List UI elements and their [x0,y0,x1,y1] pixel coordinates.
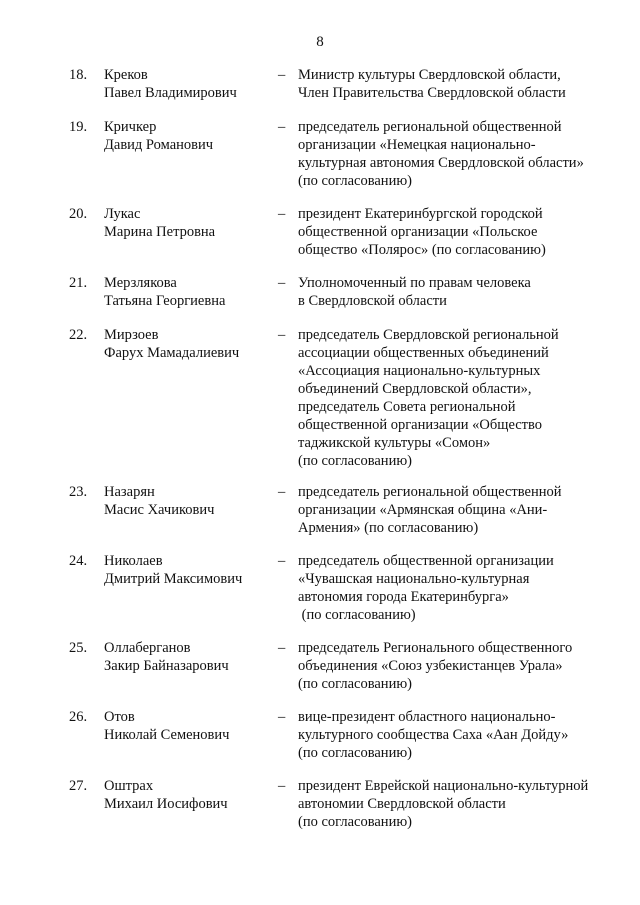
entry-number: 27. [69,778,88,794]
first-patronymic: Михаил Иосифович [104,796,228,812]
position-description [298,205,546,259]
description-line: (по согласованию) [298,453,412,469]
description-line: председатель Совета региональной [298,399,516,415]
description-line: председатель региональной общественной [298,484,562,500]
entry-number: 25. [69,640,88,656]
description-line: таджикской культуры «Сомон» [298,435,491,451]
position-description [298,326,559,470]
dash: – [278,640,286,656]
entry-number: 24. [69,553,88,569]
dash: – [278,119,286,135]
description-line: президент Еврейской национально-культурной [298,778,589,794]
person-name [104,205,215,241]
surname: Отов [104,709,135,725]
description-line: «Ассоциация национально-культурных [298,363,541,379]
person-name [104,274,225,310]
surname: Лукас [104,206,141,222]
first-patronymic: Павел Владимирович [104,85,237,101]
position-description [298,66,566,102]
description-line: (по согласованию) [298,814,412,830]
first-patronymic: Марина Петровна [104,224,216,240]
description-line: (по согласованию) [298,173,412,189]
description-line: организации «Армянская община «Ани- [298,502,548,518]
description-line: председатель Свердловской региональной [298,327,559,343]
person-name [104,777,228,813]
first-patronymic: Масис Хачикович [104,502,215,518]
description-line: председатель общественной организации [298,553,554,569]
description-line: Уполномоченный по правам человека [298,275,531,291]
position-description [298,639,572,693]
person-name [104,66,237,102]
dash: – [278,484,286,500]
entry-number: 19. [69,119,88,135]
position-description [298,118,584,190]
position-description [298,708,568,762]
description-line: Министр культуры Свердловской области, [298,67,561,83]
description-line: председатель региональной общественной [298,119,562,135]
dash: – [278,709,286,725]
surname: Назарян [104,484,155,500]
surname: Креков [104,67,148,83]
first-patronymic: Николай Семенович [104,727,230,743]
description-line: культурного сообщества Саха «Аан Дойду» [298,727,569,743]
description-line: объединения «Союз узбекистанцев Урала» [298,658,563,674]
description-line: организации «Немецкая национально- [298,137,536,153]
description-line: Член Правительства Свердловской области [298,85,566,101]
first-patronymic: Фарух Мамадалиевич [104,345,240,361]
first-patronymic: Дмитрий Максимович [104,571,243,587]
position-description [298,483,561,537]
entry-number: 21. [69,275,88,291]
position-description [298,777,588,831]
description-line: автономии Свердловской области [298,796,506,812]
entry-number: 18. [69,67,88,83]
description-line: «Чувашская национально-культурная [298,571,530,587]
first-patronymic: Давид Романович [104,137,214,153]
person-name [104,552,242,588]
first-patronymic: Закир Байназарович [104,658,229,674]
description-line: общество «Полярос» (по согласованию) [298,242,546,258]
dash: – [278,67,286,83]
surname: Николаев [104,553,163,569]
surname: Мерзлякова [104,275,177,291]
position-description [298,274,531,310]
description-line: (по согласованию) [298,607,416,623]
surname: Оштрах [104,778,154,794]
dash: – [278,778,286,794]
entry-number: 23. [69,484,88,500]
dash: – [278,553,286,569]
description-line: (по согласованию) [298,745,412,761]
position-description [298,552,554,624]
description-line: в Свердловской области [298,293,447,309]
entry-number: 22. [69,327,88,343]
surname: Оллаберганов [104,640,191,656]
surname: Кричкер [104,119,157,135]
dash: – [278,275,286,291]
surname: Мирзоев [104,327,159,343]
person-name [104,326,239,362]
person-name [104,708,229,744]
description-line: общественной организации «Общество [298,417,543,433]
description-line: общественной организации «Польское [298,224,538,240]
description-line: объединений Свердловской области», [298,381,532,397]
description-line: культурная автономия Свердловской области» [298,155,584,171]
dash: – [278,327,286,343]
entry-number: 26. [69,709,88,725]
description-line: президент Екатеринбургской городской [298,206,543,222]
description-line: председатель Регионального общественного [298,640,573,656]
first-patronymic: Татьяна Георгиевна [104,293,226,309]
dash: – [278,206,286,222]
description-line: ассоциации общественных объединений [298,345,549,361]
description-line: Армения» (по согласованию) [298,520,479,536]
page-number: 8 [316,34,324,50]
person-name [104,483,214,519]
description-line: автономия города Екатеринбурга» [298,589,509,605]
person-name [104,639,229,675]
person-name [104,118,213,154]
description-line: вице-президент областного национально- [298,709,556,725]
description-line: (по согласованию) [298,676,412,692]
entry-number: 20. [69,206,88,222]
